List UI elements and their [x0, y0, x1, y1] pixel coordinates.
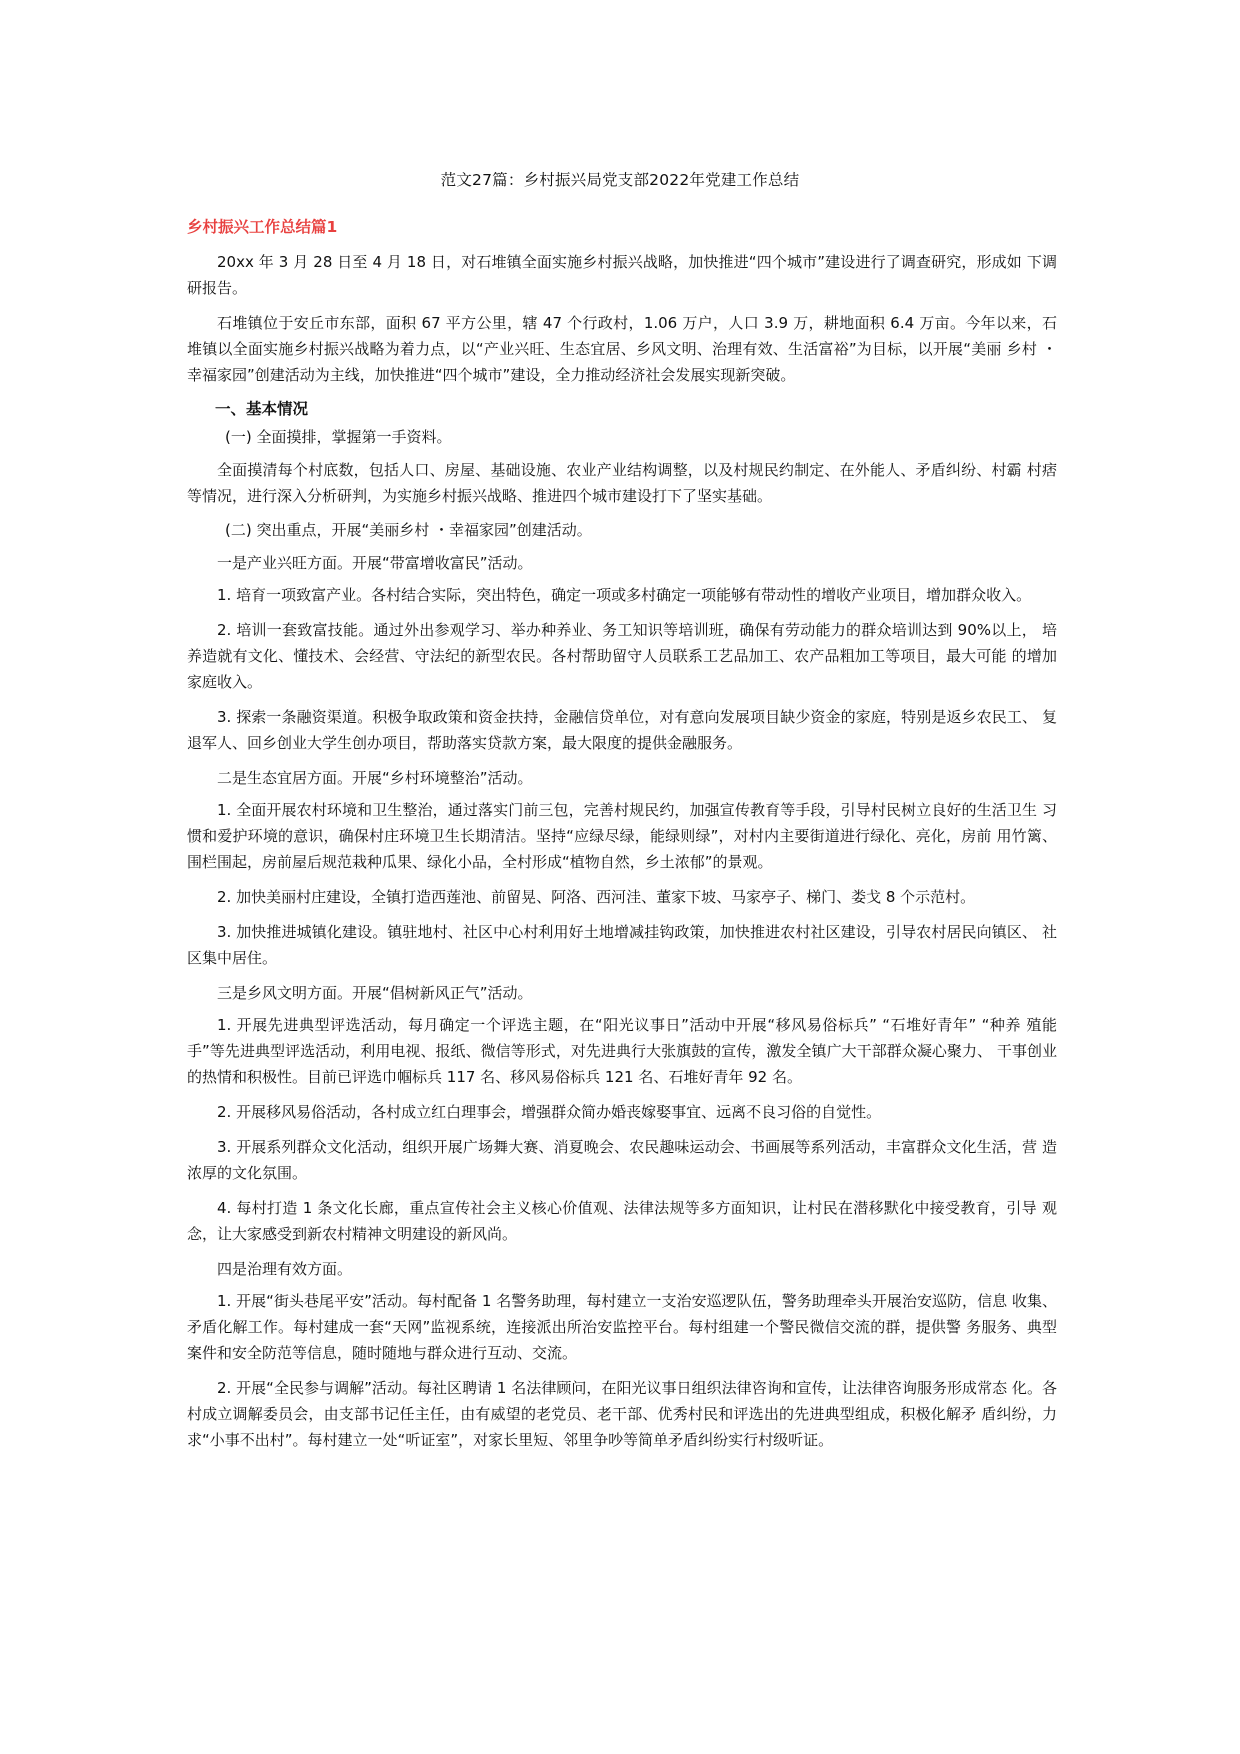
survey-paragraph: 全面摸清每个村底数，包括人口、房屋、基础设施、农业产业结构调整，以及村规民约制定、在外能人、矛盾纠纷、村霸 村痞等情况，进行深入分析研判，为实施乡村振兴战略、推进四个城市建设打下了坚实基础。 — [187, 461, 1057, 505]
list-item: 2. 培训一套致富技能。通过外出参观学习、举办种养业、务工知识等培训班，确保有劳动能力的群众培训达到 90%以上， 培养造就有文化、懂技术、会经营、守法纪的新型农民。各村帮助留守人员联系工艺品加工、农产品粗加工等项目，最大可能 的增加家庭收入。 — [187, 621, 1057, 691]
subheading-key-focus: (二) 突出重点，开展“美丽乡村 ・幸福家园”创建活动。 — [225, 521, 592, 539]
subheading-survey: (一) 全面摸排，掌握第一手资料。 — [225, 428, 452, 446]
list-item: 2. 开展移风易俗活动，各村成立红白理事会，增强群众简办婚丧嫁娶事宜、远离不良习俗的自觉性。 — [217, 1103, 882, 1121]
list-item: 2. 加快美丽村庄建设，全镇打造西莲池、前留晃、阿洛、西河洼、董家下坡、马家亭子、梯门、娄戈 8 个示范村。 — [217, 888, 976, 906]
heading-basic-situation: 一、基本情况 — [215, 400, 309, 418]
list-item: 3. 加快推进城镇化建设。镇驻地村、社区中心村利用好土地增减挂钩政策，加快推进农村社区建设，引导农村居民向镇区、 社区集中居住。 — [187, 923, 1057, 967]
list-item: 3. 开展系列群众文化活动，组织开展广场舞大赛、消夏晚会、农民趣味运动会、书画展等系列活动，丰富群众文化生活，营 造浓厚的文化氛围。 — [187, 1138, 1057, 1182]
list-item: 3. 探索一条融资渠道。积极争取政策和资金扶持，金融信贷单位，对有意向发展项目缺少资金的家庭，特别是返乡农民工、 复退军人、回乡创业大学生创办项目，帮助落实贷款方案，最大限度的提供金融服务。 — [187, 708, 1057, 752]
list-item: 2. 开展“全民参与调解”活动。每社区聘请 1 名法律顾问，在阳光议事日组织法律咨询和宣传，让法律咨询服务形成常态 化。各村成立调解委员会，由支部书记任主任，由有威望的老党员、老干部、优秀村民和评选出的先进典型组成，积极化解矛 盾纠纷，力求“小事不出村”。每村建立一处“听证室”，对家长里短、邻里争吵等简单矛盾纠纷实行村级听证。 — [187, 1379, 1057, 1449]
intro-paragraph: 20xx 年 3 月 28 日至 4 月 18 日，对石堆镇全面实施乡村振兴战略，加快推进“四个城市”建设进行了调查研究，形成如 下调研报告。 — [187, 253, 1057, 297]
document-body — [187, 215, 1057, 1462]
overview-paragraph: 石堆镇位于安丘市东部，面积 67 平方公里，辖 47 个行政村，1.06 万户，人口 3.9 万，耕地面积 6.4 万亩。今年以来，石 堆镇以全面实施乡村振兴战略为着力点，以“产业兴旺、生态宜居、乡风文明、治理有效、生活富裕”为目标，以开展“美丽 乡村 ・幸福家园”创建活动为主线，加快推进“四个城市”建设，全力推动经济社会发展实现新突破。 — [187, 314, 1057, 384]
aspect-industry-heading: 一是产业兴旺方面。开展“带富增收富民”活动。 — [217, 554, 533, 572]
document-title: 范文27篇：乡村振兴局党支部2022年党建工作总结 — [440, 171, 800, 189]
aspect-civility-heading: 三是乡风文明方面。开展“倡树新风正气”活动。 — [217, 984, 533, 1002]
list-item: 1. 开展先进典型评选活动，每月确定一个评选主题，在“阳光议事日”活动中开展“移风易俗标兵” “石堆好青年” “种养 殖能手”等先进典型评选活动，利用电视、报纸、微信等形式，对先进典行大张旗鼓的宣传，激发全镇广大干部群众凝心聚力、 干事创业的热情和积极性。目前已评选巾帼标兵 117 名、移风易俗标兵 121 名、石堆好青年 92 名。 — [187, 1016, 1057, 1086]
list-item: 1. 开展“街头巷尾平安”活动。每村配备 1 名警务助理，每村建立一支治安巡逻队伍，警务助理牵头开展治安巡防，信息 收集、矛盾化解工作。每村建成一套“天网”监视系统，连接派出所治安监控平台。每村组建一个警民微信交流的群，提供警 务服务、典型案件和安全防范等信息，随时随地与群众进行互动、交流。 — [187, 1292, 1057, 1362]
aspect-governance-heading: 四是治理有效方面。 — [217, 1260, 353, 1278]
list-item: 1. 培育一项致富产业。各村结合实际，突出特色，确定一项或多村确定一项能够有带动性的增收产业项目，增加群众收入。 — [217, 586, 1032, 604]
list-item: 1. 全面开展农村环境和卫生整治，通过落实门前三包，完善村规民约，加强宣传教育等手段，引导村民树立良好的生活卫生 习惯和爱护环境的意识，确保村庄环境卫生长期清洁。坚持“应绿尽绿，能绿则绿”，对村内主要街道进行绿化、亮化，房前 用竹篱、围栏围起，房前屋后规范栽种瓜果、绿化小品，全村形成“植物自然，乡土浓郁”的景观。 — [187, 801, 1057, 871]
aspect-ecology-heading: 二是生态宜居方面。开展“乡村环境整治”活动。 — [217, 769, 533, 787]
list-item: 4. 每村打造 1 条文化长廊，重点宣传社会主义核心价值观、法律法规等多方面知识，让村民在潜移默化中接受教育，引导 观念，让大家感受到新农村精神文明建设的新风尚。 — [187, 1199, 1057, 1243]
section-heading: 乡村振兴工作总结篇1 — [187, 218, 338, 236]
